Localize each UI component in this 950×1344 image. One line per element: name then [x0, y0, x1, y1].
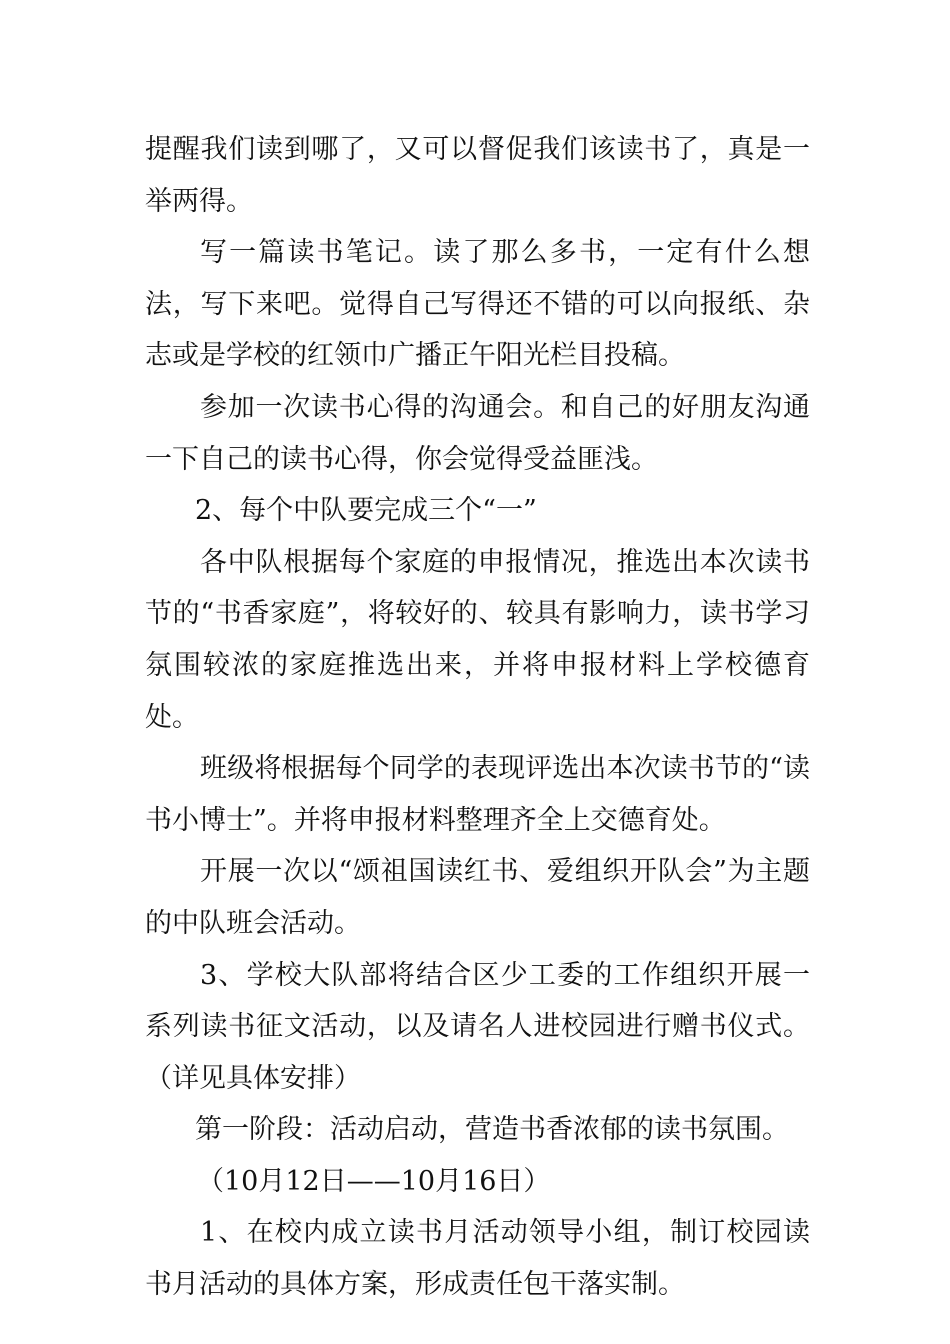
document-body	[145, 124, 810, 1311]
paragraph-reading-notes: 写一篇读书笔记。读了那么多书，一定有什么想法，写下来吧。觉得自己写得还不错的可以向报纸、杂志或是学校的红领巾广播正午阳光栏目投稿。	[145, 237, 810, 372]
paragraph-essay-activity: 3、学校大队部将结合区少工委的工作组织开展一系列读书征文活动，以及请名人进校园进行赠书仪式。（详见具体安排）	[145, 959, 810, 1094]
paragraph-reminder-continued: 提醒我们读到哪了，又可以督促我们该读书了，真是一举两得。	[145, 134, 810, 217]
heading-stage-one: 第一阶段：活动启动，营造书香浓郁的读书氛围。	[195, 1114, 789, 1146]
paragraph-reading-doctor: 班级将根据每个同学的表现评选出本次读书节的“读书小博士”。并将申报材料整理齐全上交德育处。	[145, 753, 810, 836]
paragraph-sharing-meeting: 参加一次读书心得的沟通会。和自己的好朋友沟通一下自己的读书心得，你会觉得受益匪浅。	[145, 391, 810, 475]
paragraph-leadership-group: 1、在校内成立读书月活动领导小组，制订校园读书月活动的具体方案，形成责任包干落实制。	[145, 1217, 810, 1301]
heading-squad-three-ones: 2、每个中队要完成三个“一”	[195, 495, 537, 527]
paragraph-book-family: 各中队根据每个家庭的申报情况，推选出本次读书节的“书香家庭”，将较好的、较具有影响力，读书学习氛围较浓的家庭推选出来，并将申报材料上学校德育处。	[145, 546, 810, 733]
paragraph-class-meeting: 开展一次以“颂祖国读红书、爱组织开队会”为主题的中队班会活动。	[145, 856, 810, 939]
stage-one-dates: （10月12日——10月16日）	[197, 1165, 551, 1197]
